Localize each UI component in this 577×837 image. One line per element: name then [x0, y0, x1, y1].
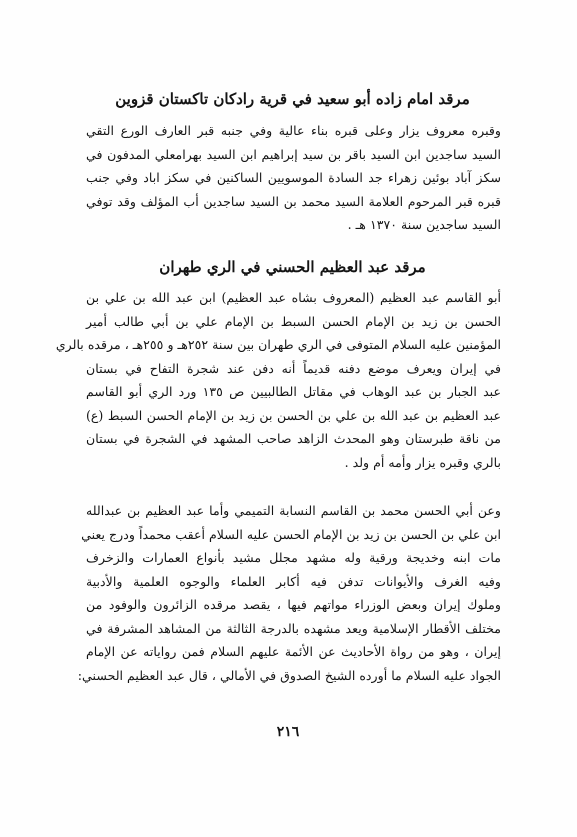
text-line: المؤمنين عليه السلام المتوفى في الري طهران بين سنة ٢٥٢هـ و ٢٥٥هـ ، مرقده بالري — [55, 337, 501, 352]
section-heading-abu-saeed: مرقد امام زاده أبو سعيد في قرية رادكان تاكستان قزوين — [115, 90, 470, 108]
paragraph-abdul-azim-shrine — [77, 499, 501, 687]
text-line: ابن علي بن الحسن بن زيد بن الإمام الحسن عليه السلام أعقب محمداً ودرج يعني — [81, 526, 501, 542]
paragraph-abdul-azim-lineage — [55, 286, 501, 474]
text-line: عبد العظيم بن عبد الله بن علي بن الحسن بن زيد بن الإمام الحسن السبط (ع) — [86, 407, 501, 423]
text-line: في إيران ويعرف موضع دفنه قديماً أنه دفن عند شجرة التفاح في بستان — [86, 360, 501, 376]
text-line: وعن أبي الحسن محمد بن القاسم النسابة التميمي وأما عبد العظيم بن عبدالله — [86, 503, 501, 518]
text-line: الجواد عليه السلام ما أورده الشيخ الصدوق في الأمالي ، قال عبد العظيم الحسني: — [77, 667, 501, 683]
text-line: وفيه الغرف والأيوانات تدفن فيه أكابر العلماء والوجوه العلمية والأدبية — [86, 573, 501, 589]
text-line: مختلف الأقطار الإسلامية ويعد مشهده بالدرجة الثالثة من المشاهد المشرفة في — [86, 620, 501, 636]
text-line: إيران ، وهو من رواة الأحاديث عن الأئمة عليهم السلام فمن رواياته عن الإمام — [86, 644, 501, 659]
text-line: وقبره معروف يزار وعلى قبره بناء عالية وفي جنبه قبر العارف الورع التقي — [86, 123, 501, 138]
text-line: السيد ساجدين سنة ١٣٧٠ هـ . — [347, 217, 501, 232]
text-line: الحسن بن زيد بن الإمام الحسن السبط بن الإمام علي بن أبي طالب أمير — [86, 313, 501, 329]
text-line: السيد ساجدين ابن السيد باقر بن سيد إبراهيم ابن السيد بهرامعلي المدفون في — [86, 146, 501, 162]
page-number: ٢١٦ — [276, 724, 300, 740]
text-line: بالري وقبره يزار وأمه أم ولد . — [344, 454, 501, 470]
paragraph-abu-saeed-shrine — [86, 119, 501, 237]
text-line: قبره قبر المرحوم العلامة السيد محمد بن السيد ساجدين أب المؤلف وقد توفي — [86, 193, 501, 209]
text-line: سكز آباد بوئين زهراء جد السادة الموسويين الساكنين في سكز اباد وفي جنب — [86, 170, 501, 185]
section-heading-abdul-azim: مرقد عبد العظيم الحسني في الري طهران — [159, 258, 426, 276]
text-line: مات ابنه وخديجة ورقية وله مشهد مجلل مشيد بأنواع العمارات والزخرف — [86, 550, 501, 565]
text-line: من ناقة طبرستان وهو المحدث الزاهد صاحب المشهد في الشجرة في بستان — [86, 431, 501, 446]
text-line: وملوك إيران وبعض الوزراء مواتهم فيها ، يقصد مرقده الزائرون والوفود من — [86, 597, 501, 612]
text-line: أبو القاسم عبد العظيم (المعروف بشاه عبد العظيم) ابن عبد الله بن علي بن — [86, 290, 501, 305]
text-line: عبد الجبار بن عبد الوهاب في مقاتل الطالبيين ص ١٣٥ ورد الري أبو القاسم — [86, 384, 501, 399]
